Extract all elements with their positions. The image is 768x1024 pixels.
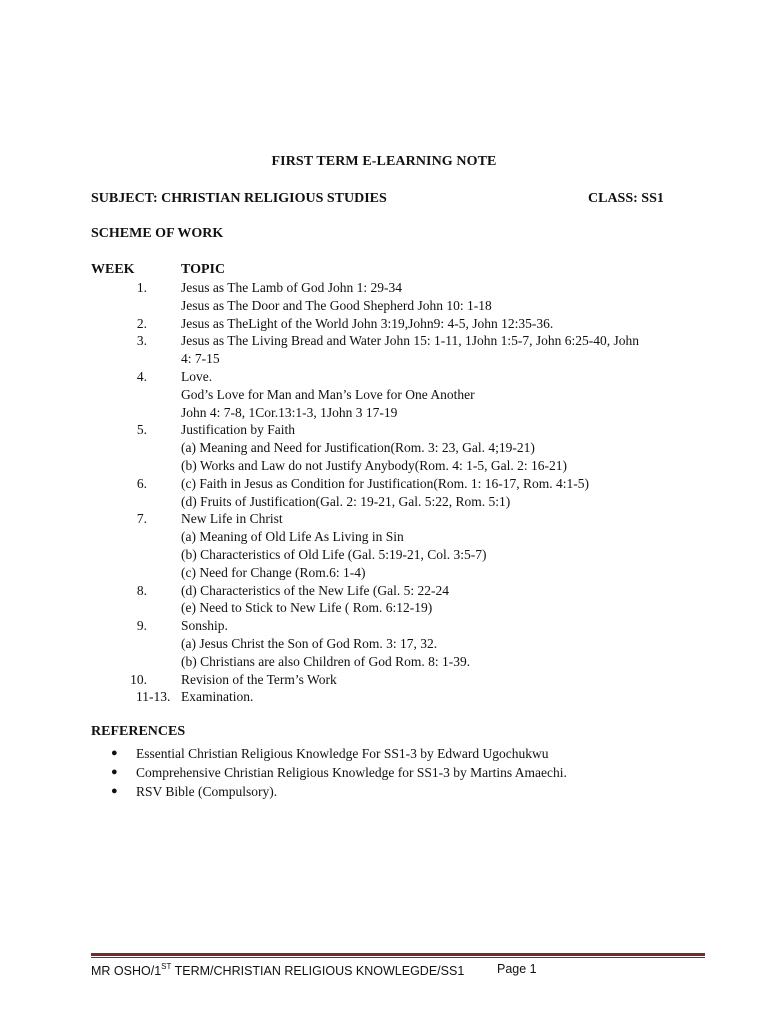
- week-row: [0, 350, 768, 368]
- week-row: [0, 368, 768, 386]
- week-row: [0, 439, 768, 457]
- topic-line: Love.: [181, 368, 213, 384]
- week-number: 10.: [130, 671, 147, 687]
- week-number: 4.: [136, 368, 147, 384]
- footer-text: [91, 962, 464, 978]
- reference-text: Comprehensive Christian Religious Knowledge for SS1-3 by Martins Amaechi.: [136, 765, 567, 780]
- topic-line: Revision of the Term’s Work: [181, 671, 337, 687]
- footer-rule-thick: [91, 953, 705, 956]
- page-number: Page 1: [497, 962, 537, 976]
- reference-item: [111, 782, 567, 801]
- week-row: [0, 528, 768, 546]
- footer-superscript: ST: [161, 962, 172, 971]
- week-row: [0, 315, 768, 333]
- week-row: [0, 421, 768, 439]
- week-number: 1.: [136, 280, 147, 295]
- week-row: [0, 653, 768, 671]
- topic-line: (e) Need to Stick to New Life ( Rom. 6:12-19): [181, 600, 433, 616]
- week-row: [0, 599, 768, 617]
- week-row: [0, 688, 768, 706]
- reference-item: [111, 763, 567, 782]
- week-row: [0, 386, 768, 404]
- week-number: 8.: [136, 582, 147, 598]
- topic-line: John 4: 7-8, 1Cor.13:1-3, 1John 3 17-19: [181, 404, 398, 420]
- week-number: 3.: [136, 333, 147, 349]
- topic-line: (a) Meaning of Old Life As Living in Sin: [181, 529, 404, 545]
- bullet-icon: ●: [111, 747, 118, 759]
- topic-line: Examination.: [181, 689, 254, 705]
- week-row: [0, 404, 768, 422]
- week-row: [0, 297, 768, 315]
- footer-suffix: TERM/CHRISTIAN RELIGIOUS KNOWLEGDE/SS1: [171, 964, 465, 978]
- week-number: 7.: [136, 511, 147, 527]
- reference-item: [111, 744, 567, 763]
- week-row: [0, 582, 768, 600]
- topic-line: Jesus as The Door and The Good Shepherd John 10: 1-18: [181, 297, 492, 313]
- week-row: [0, 475, 768, 493]
- scheme-table: [0, 279, 768, 706]
- topic-line: Jesus as The Lamb of God John 1: 29-34: [181, 280, 402, 295]
- footer-prefix: MR OSHO/1: [91, 964, 162, 978]
- topic-line: Jesus as TheLight of the World John 3:19,John9: 4-5, John 12:35-36.: [181, 315, 554, 331]
- week-row: [0, 635, 768, 653]
- references-heading: REFERENCES: [91, 724, 186, 739]
- week-column-header: WEEK: [91, 262, 135, 277]
- reference-text: RSV Bible (Compulsory).: [136, 784, 278, 799]
- topic-line: 4: 7-15: [181, 351, 220, 367]
- topic-line: God’s Love for Man and Man’s Love for One Another: [181, 386, 475, 402]
- week-row: [0, 279, 768, 297]
- week-number: 2.: [136, 315, 147, 331]
- week-number: 6.: [136, 475, 147, 491]
- topic-line: New Life in Christ: [181, 511, 283, 527]
- bullet-icon: ●: [111, 785, 118, 797]
- week-number: 11-13.: [136, 689, 171, 705]
- document-title: FIRST TERM E-LEARNING NOTE: [271, 154, 497, 169]
- topic-line: Justification by Faith: [181, 422, 295, 438]
- topic-line: (a) Meaning and Need for Justification(Rom. 3: 23, Gal. 4;19-21): [181, 440, 535, 456]
- topic-line: (b) Christians are also Children of God Rom. 8: 1-39.: [181, 653, 471, 669]
- topic-line: (b) Works and Law do not Justify Anybody(Rom. 4: 1-5, Gal. 2: 16-21): [181, 457, 568, 473]
- references-list: [111, 744, 567, 801]
- topic-line: (c) Faith in Jesus as Condition for Justification(Rom. 1: 16-17, Rom. 4:1-5): [181, 475, 589, 491]
- week-row: [0, 564, 768, 582]
- topic-line: (d) Fruits of Justification(Gal. 2: 19-21, Gal. 5:22, Rom. 5:1): [181, 493, 511, 509]
- footer-rule-thin: [91, 957, 705, 958]
- week-number: 9.: [136, 618, 147, 634]
- topic-line: (c) Need for Change (Rom.6: 1-4): [181, 564, 366, 580]
- topic-line: (a) Jesus Christ the Son of God Rom. 3: 17, 32.: [181, 635, 438, 651]
- week-row: [0, 617, 768, 635]
- week-number: 5.: [136, 422, 147, 438]
- subject-label: SUBJECT: CHRISTIAN RELIGIOUS STUDIES: [91, 191, 387, 206]
- scheme-heading: SCHEME OF WORK: [91, 226, 224, 241]
- week-row: [0, 671, 768, 689]
- week-row: [0, 546, 768, 564]
- topic-line: (d) Characteristics of the New Life (Gal. 5: 22-24: [181, 582, 450, 598]
- week-row: [0, 510, 768, 528]
- bullet-icon: ●: [111, 766, 118, 778]
- topic-column-header: TOPIC: [181, 262, 226, 277]
- reference-text: Essential Christian Religious Knowledge For SS1-3 by Edward Ugochukwu: [136, 746, 549, 761]
- week-row: [0, 332, 768, 350]
- topic-line: Sonship.: [181, 618, 228, 634]
- class-label: CLASS: SS1: [588, 191, 664, 206]
- topic-line: (b) Characteristics of Old Life (Gal. 5:19-21, Col. 3:5-7): [181, 546, 487, 562]
- week-row: [0, 457, 768, 475]
- week-row: [0, 493, 768, 511]
- topic-line: Jesus as The Living Bread and Water John 15: 1-11, 1John 1:5-7, John 6:25-40, John: [181, 333, 639, 349]
